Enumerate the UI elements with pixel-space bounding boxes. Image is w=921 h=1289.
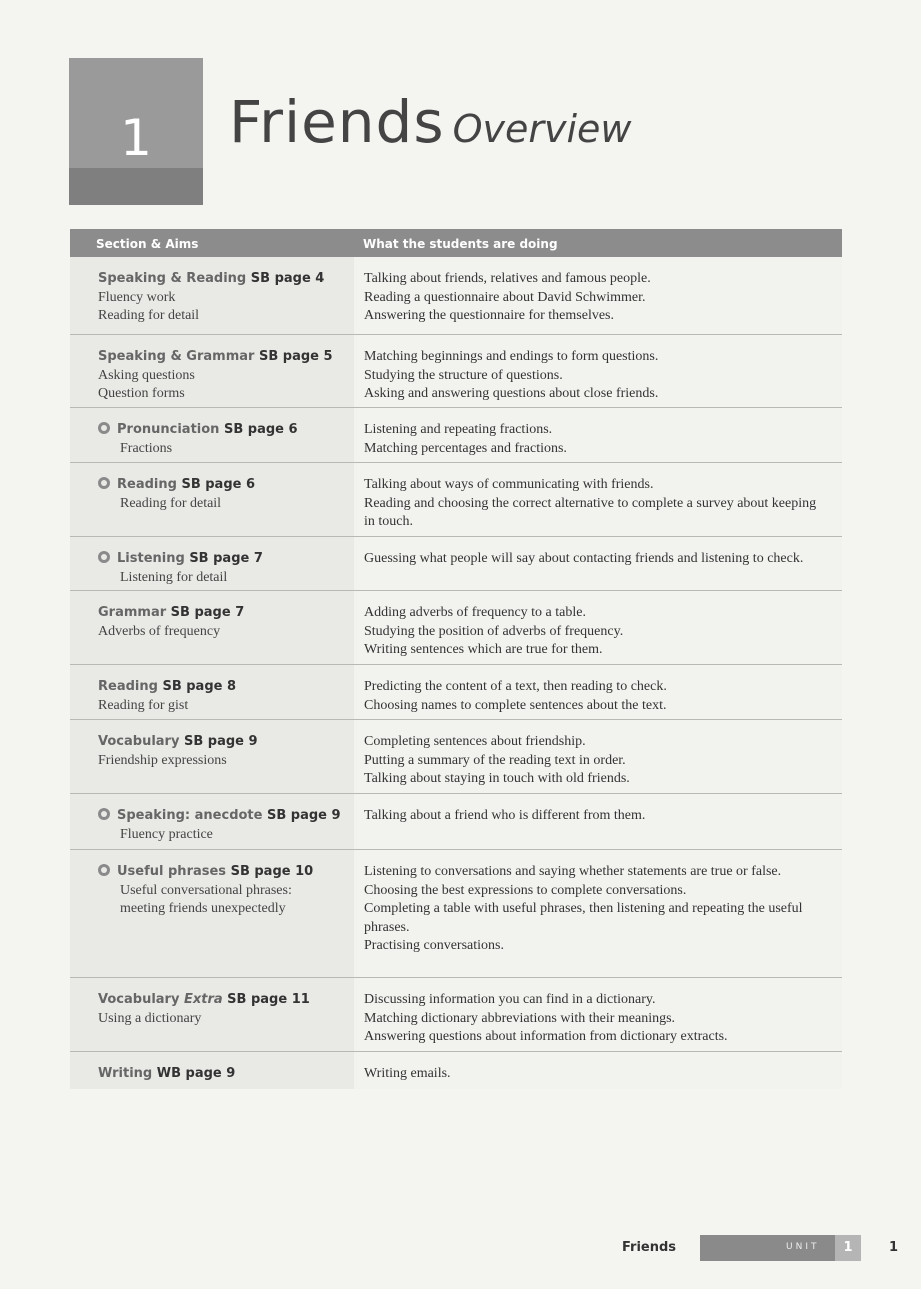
activities-cell xyxy=(364,991,829,1047)
section-name: Vocabulary xyxy=(98,734,180,749)
section-cell xyxy=(98,807,348,844)
footer-unit-number: 1 xyxy=(835,1235,861,1261)
section-name: Pronunciation xyxy=(117,422,220,437)
activity: Completing sentences about friendship. xyxy=(364,734,586,749)
aim: Reading for detail xyxy=(120,495,222,511)
section-name: Speaking: anecdote xyxy=(117,808,263,823)
activity: Completing a table with useful phrases, then listening and repeating the useful phrases. xyxy=(364,901,803,935)
aim: Adverbs of frequency xyxy=(98,623,221,639)
section-page: SB page 4 xyxy=(250,271,325,286)
activities-cell xyxy=(364,733,829,789)
aim: Reading for gist xyxy=(98,697,189,713)
activities-cell xyxy=(364,863,829,956)
section-name: Grammar xyxy=(98,605,167,620)
activities-cell xyxy=(364,550,829,569)
activities-cell xyxy=(364,476,829,532)
audio-cd-icon xyxy=(98,422,110,434)
activity: Writing sentences which are true for them. xyxy=(364,642,603,657)
footer-unit-bar xyxy=(700,1235,861,1261)
table-row xyxy=(70,463,842,537)
audio-cd-icon xyxy=(98,808,110,820)
activity: Talking about friends, relatives and famous people. xyxy=(364,271,651,286)
section-cell xyxy=(98,421,348,458)
section-cell xyxy=(98,604,348,641)
activity: Studying the structure of questions. xyxy=(364,367,563,383)
activities-cell xyxy=(364,604,829,660)
section-title xyxy=(98,476,348,495)
section-page: SB page 6 xyxy=(181,477,256,492)
header-section-aims: Section & Aims xyxy=(96,237,199,251)
activity: Talking about a friend who is different from them. xyxy=(364,808,646,823)
section-page: SB page 6 xyxy=(223,422,298,437)
overview-table xyxy=(70,229,842,1089)
activity: Choosing names to complete sentences about the text. xyxy=(364,697,667,713)
section-title xyxy=(98,807,348,826)
activity: Reading and choosing the correct alternative to complete a survey about keeping in touch. xyxy=(364,495,817,529)
table-row xyxy=(70,1052,842,1089)
section-cell xyxy=(98,733,348,770)
aim: Listening for detail xyxy=(120,569,228,585)
page-number: 1 xyxy=(889,1240,899,1255)
activity: Practising conversations. xyxy=(364,938,504,953)
aim: Fluency work xyxy=(98,289,176,305)
section-cell xyxy=(98,863,348,919)
activity: Talking about staying in touch with old friends. xyxy=(364,771,630,786)
activity: Listening to conversations and saying whether statements are true or false. xyxy=(364,864,782,879)
aim: Asking questions xyxy=(98,367,195,383)
title-main: Friends xyxy=(229,88,445,156)
activity: Matching percentages and fractions. xyxy=(364,440,567,456)
activities-cell xyxy=(364,1065,829,1084)
section-cell xyxy=(98,678,348,715)
section-title xyxy=(98,348,348,367)
audio-cd-icon xyxy=(98,477,110,489)
section-title xyxy=(98,678,348,697)
table-row xyxy=(70,720,842,794)
section-name: Writing xyxy=(98,1066,153,1081)
table-row xyxy=(70,850,842,978)
activity: Predicting the content of a text, then reading to check. xyxy=(364,679,667,694)
table-row xyxy=(70,665,842,720)
page-title xyxy=(229,88,632,156)
unit-box-band xyxy=(69,168,203,205)
section-page: SB page 7 xyxy=(189,551,263,566)
section-page: SB page 5 xyxy=(258,349,333,364)
section-page: SB page 8 xyxy=(162,679,237,694)
activities-cell xyxy=(364,270,829,326)
activity: Discussing information you can find in a dictionary. xyxy=(364,992,656,1007)
activities-cell xyxy=(364,807,829,826)
activity: Studying the position of adverbs of frequency. xyxy=(364,623,624,639)
section-name: Useful phrases xyxy=(117,864,227,879)
section-title xyxy=(98,991,348,1010)
activity: Matching dictionary abbreviations with their meanings. xyxy=(364,1010,676,1026)
aim: Useful conversational phrases: meeting friends unexpectedly xyxy=(120,882,292,916)
audio-cd-icon xyxy=(98,551,110,563)
activity: Writing emails. xyxy=(364,1066,451,1081)
activity: Answering questions about information from dictionary extracts. xyxy=(364,1029,728,1044)
activities-cell xyxy=(364,348,829,404)
table-row xyxy=(70,537,842,591)
title-sub: Overview xyxy=(452,107,632,151)
section-title xyxy=(98,1065,348,1084)
footer-unit-label: UNIT xyxy=(786,1242,820,1252)
section-title xyxy=(98,421,348,440)
activity: Talking about ways of communicating with friends. xyxy=(364,477,654,492)
section-cell xyxy=(98,476,348,513)
activity: Answering the questionnaire for themselves. xyxy=(364,308,614,323)
section-name: Speaking & Grammar xyxy=(98,349,255,364)
activity: Reading a questionnaire about David Schwimmer. xyxy=(364,289,646,305)
section-cell xyxy=(98,550,348,587)
section-cell xyxy=(98,270,348,326)
activity: Listening and repeating fractions. xyxy=(364,422,553,437)
section-name: Listening xyxy=(117,551,185,566)
activity: Choosing the best expressions to complete conversations. xyxy=(364,882,687,898)
audio-cd-icon xyxy=(98,864,110,876)
section-name: Reading xyxy=(117,477,177,492)
activity: Adding adverbs of frequency to a table. xyxy=(364,605,586,620)
aim: Question forms xyxy=(98,386,185,401)
section-title xyxy=(98,733,348,752)
section-page: SB page 7 xyxy=(170,605,245,620)
activity: Matching beginnings and endings to form questions. xyxy=(364,349,659,364)
aim: Reading for detail xyxy=(98,308,200,323)
section-title xyxy=(98,863,348,882)
aim: Fluency practice xyxy=(120,826,213,842)
section-title xyxy=(98,550,348,569)
section-title xyxy=(98,270,348,289)
table-row xyxy=(70,591,842,665)
section-page: SB page 10 xyxy=(230,864,314,879)
section-cell xyxy=(98,991,348,1028)
section-title xyxy=(98,604,348,623)
section-cell xyxy=(98,348,348,404)
activities-cell xyxy=(364,678,829,715)
table-row xyxy=(70,794,842,850)
section-page: SB page 11 xyxy=(227,992,310,1007)
activity: Asking and answering questions about close friends. xyxy=(364,386,659,401)
section-cell xyxy=(98,1065,348,1084)
table-row xyxy=(70,257,842,335)
activities-cell xyxy=(364,421,829,458)
section-page: SB page 9 xyxy=(183,734,258,749)
activity: Guessing what people will say about contacting friends and listening to check. xyxy=(364,551,804,566)
table-row xyxy=(70,335,842,408)
aim: Fractions xyxy=(120,440,173,456)
aim: Using a dictionary xyxy=(98,1010,202,1026)
section-page: SB page 9 xyxy=(267,808,341,823)
section-name: Reading xyxy=(98,679,158,694)
section-name: Vocabulary xyxy=(98,992,180,1007)
table-row xyxy=(70,408,842,463)
section-page: WB page 9 xyxy=(156,1066,236,1081)
table-row xyxy=(70,978,842,1052)
header-activities: What the students are doing xyxy=(363,237,558,251)
table-header xyxy=(70,229,842,257)
activity: Putting a summary of the reading text in order. xyxy=(364,752,626,768)
aim: Friendship expressions xyxy=(98,752,227,768)
section-name-italic: Extra xyxy=(183,992,223,1007)
unit-number-box: 1 xyxy=(69,58,203,205)
section-name: Speaking & Reading xyxy=(98,271,247,286)
footer-title: Friends xyxy=(622,1240,677,1255)
